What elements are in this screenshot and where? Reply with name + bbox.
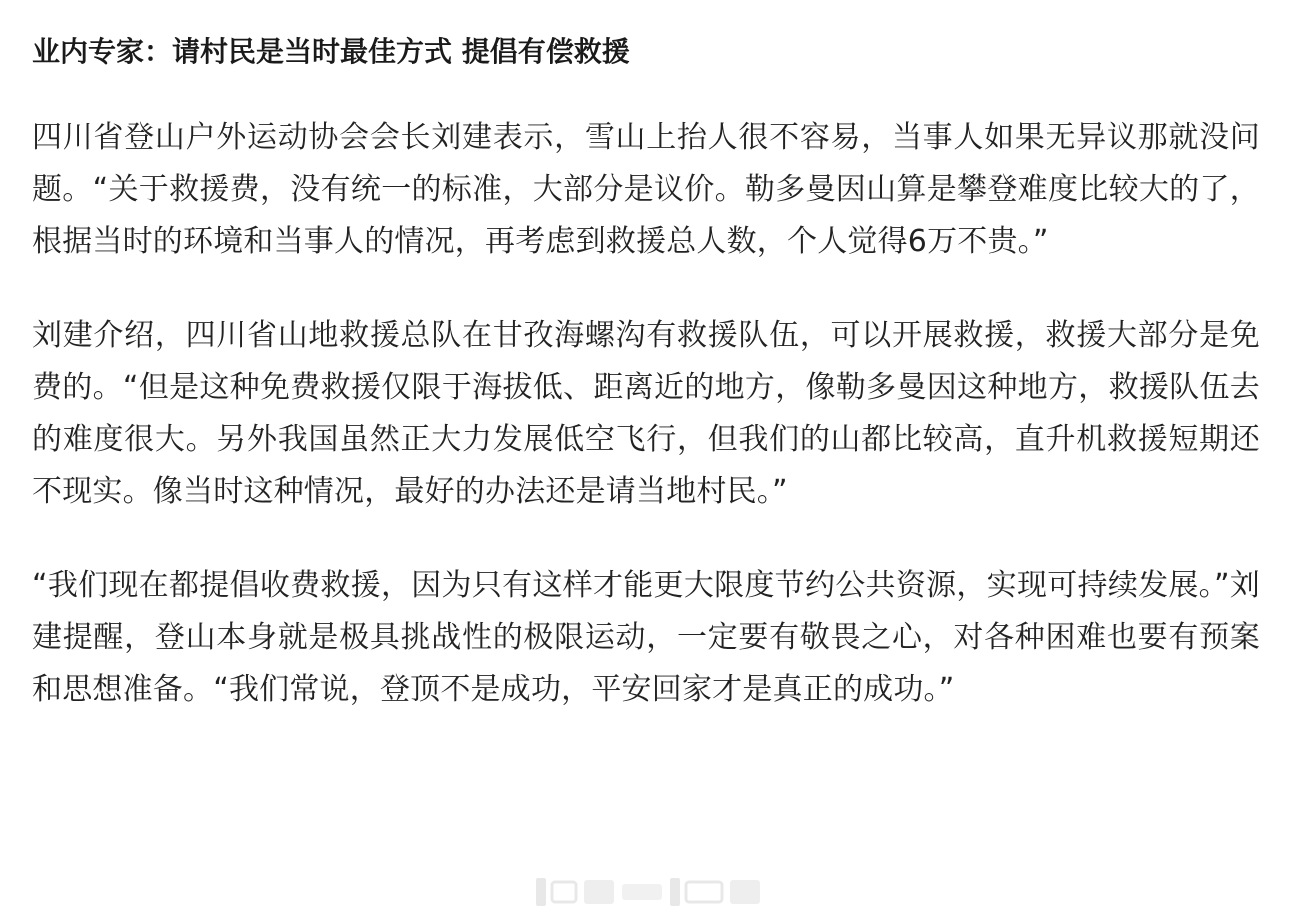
article-paragraph: 四川省登山户外运动协会会长刘建表示，雪山上抬人很不容易，当事人如果无异议那就没问题。“关于救援费，没有统一的标准，大部分是议价。勒多曼因山算是攀登难度比较大的了，根据当时的环境和当事人的情况，再考虑到救援总人数，个人觉得6万不贵。”	[32, 120, 1260, 259]
article-headline: 业内专家：请村民是当时最佳方式 提倡有偿救援	[32, 35, 630, 68]
article	[32, 28, 1260, 716]
watermark-logo	[536, 874, 766, 910]
article-paragraph: 刘建介绍，四川省山地救援总队在甘孜海螺沟有救援队伍，可以开展救援，救援大部分是免费的。“但是这种免费救援仅限于海拔低、距离近的地方，像勒多曼因这种地方，救援队伍去的难度很大。另外我国虽然正大力发展低空飞行，但我们的山都比较高，直升机救援短期还不现实。像当时这种情况，最好的办法还是请当地村民。”	[32, 318, 1260, 509]
article-paragraph: “我们现在都提倡收费救援，因为只有这样才能更大限度节约公共资源，实现可持续发展。”刘建提醒，登山本身就是极具挑战性的极限运动，一定要有敬畏之心，对各种困难也要有预案和思想准备。“我们常说，登顶不是成功，平安回家才是真正的成功。”	[32, 568, 1260, 707]
